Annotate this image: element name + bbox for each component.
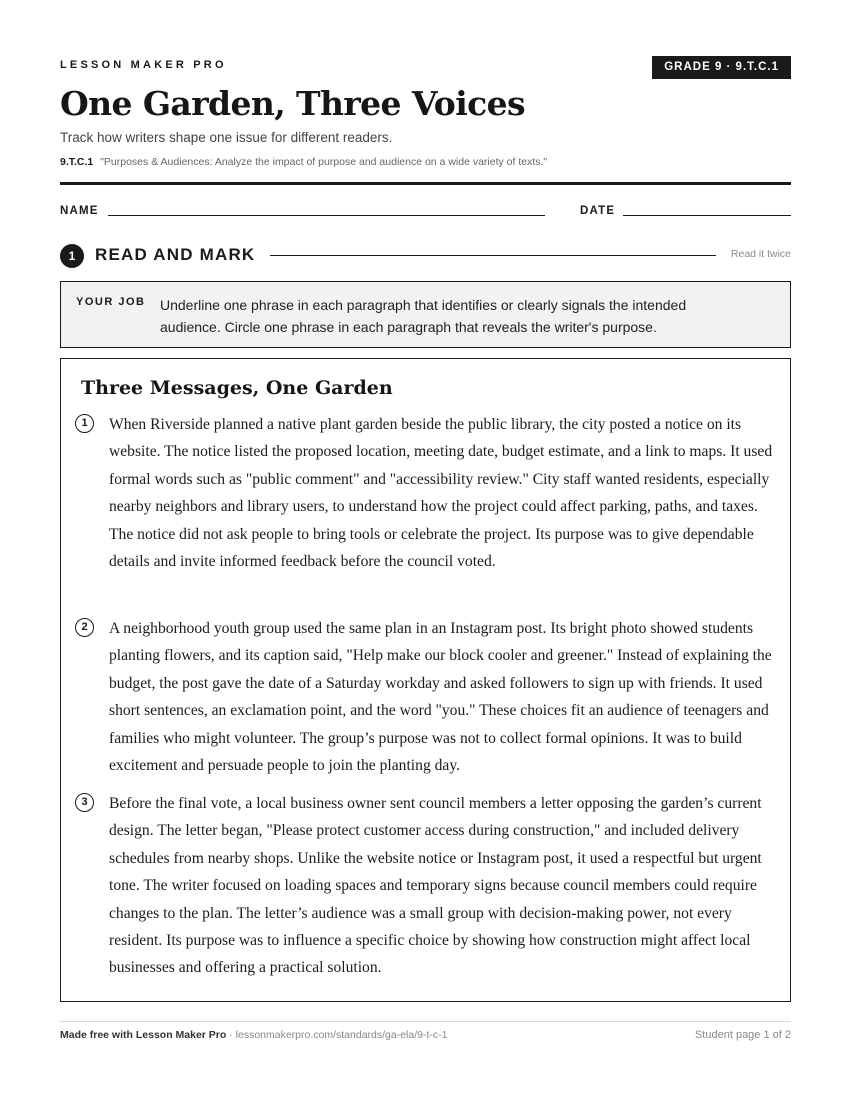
footer-brand: Made free with Lesson Maker Pro: [60, 1029, 227, 1041]
instructions-text: Underline one phrase in each paragraph that identifies or clearly signals the intended audience. Circle one phrase in each paragraph that reveals the writer's purpose.: [160, 297, 687, 335]
footer-credit: [60, 1029, 447, 1041]
paragraph-text: When Riverside planned a native plant garden beside the public library, the city posted a notice on its website. The notice listed the proposed location, meeting date, budget estimate, and a link to maps. It used formal words such as "public comment" and "accessibility review." City staff wanted residents, especially nearby neighbors and library users, to understand how the project could affect parking, paths, and taxes. The notice did not ask people to bring tools or celebrate the project. Its purpose was to give dependable details and invite informed feedback before the council voted.: [109, 416, 773, 571]
page-subtitle: Track how writers shape one issue for different readers.: [60, 130, 393, 145]
passage-title: Three Messages, One Garden: [81, 377, 393, 399]
paragraph-text: A neighborhood youth group used the same plan in an Instagram post. Its bright photo showed students planting flowers, and its caption said, "Help make our block cooler and greener." Instead of explaining the budget, the post gave the date of a Saturday workday and asked followers to sign up with friends. It used short sentences, an exclamation point, and the word "you." These choices fit an audience of teenagers and families who might volunteer. The group’s purpose was not to collect formal opinions. It was to build excitement and persuade people to join the planting day.: [109, 620, 772, 775]
paragraph-number-badge: 1: [75, 414, 94, 433]
name-label: NAME: [60, 205, 99, 217]
instructions-box: [60, 281, 791, 348]
passage-paragraph: [81, 790, 773, 982]
paragraph-text: Before the final vote, a local business owner sent council members a letter opposing the garden’s current design. The letter began, "Please protect customer access during construction," and included delivery schedules from nearby shops. Unlike the website notice or Instagram post, it used a respectful but urgent tone. The writer focused on loading spaces and temporary signs because council members could require changes to the plan. The letter’s audience was a small group with decision-making power, not every resident. Its purpose was to influence a specific choice by showing how construction might affect local businesses and offering a practical solution.: [109, 795, 762, 977]
footer-divider: [60, 1021, 791, 1022]
passage-paragraph: [81, 411, 773, 575]
standard-line: [60, 156, 547, 168]
footer-url: · lessonmakerpro.com/standards/ga-ela/9-t-c-1: [226, 1029, 448, 1041]
standard-text: "Purposes & Audiences: Analyze the impact of purpose and audience on a wide variety of texts.": [100, 156, 548, 168]
grade-badge: GRADE 9 · 9.T.C.1: [652, 56, 791, 79]
section-number-badge: 1: [60, 244, 84, 268]
section-header: [60, 242, 791, 268]
page-title: One Garden, Three Voices: [60, 84, 526, 123]
header-divider: [60, 182, 791, 185]
passage-box: [60, 358, 791, 1002]
instructions-label: YOUR JOB: [76, 296, 146, 308]
brand-name: LESSON MAKER PRO: [60, 59, 227, 71]
date-label: DATE: [580, 205, 616, 217]
section-note: Read it twice: [730, 248, 791, 260]
section-title: READ AND MARK: [95, 245, 256, 264]
paragraph-number-badge: 3: [75, 793, 94, 812]
paragraph-number-badge: 2: [75, 618, 94, 637]
top-bar: [60, 56, 791, 80]
name-field[interactable]: [108, 215, 545, 216]
standard-code: 9.T.C.1: [60, 156, 94, 168]
section-rule: [270, 255, 716, 256]
date-field[interactable]: [623, 215, 791, 216]
page-indicator: Student page 1 of 2: [694, 1029, 791, 1041]
passage-paragraph: [81, 615, 773, 779]
